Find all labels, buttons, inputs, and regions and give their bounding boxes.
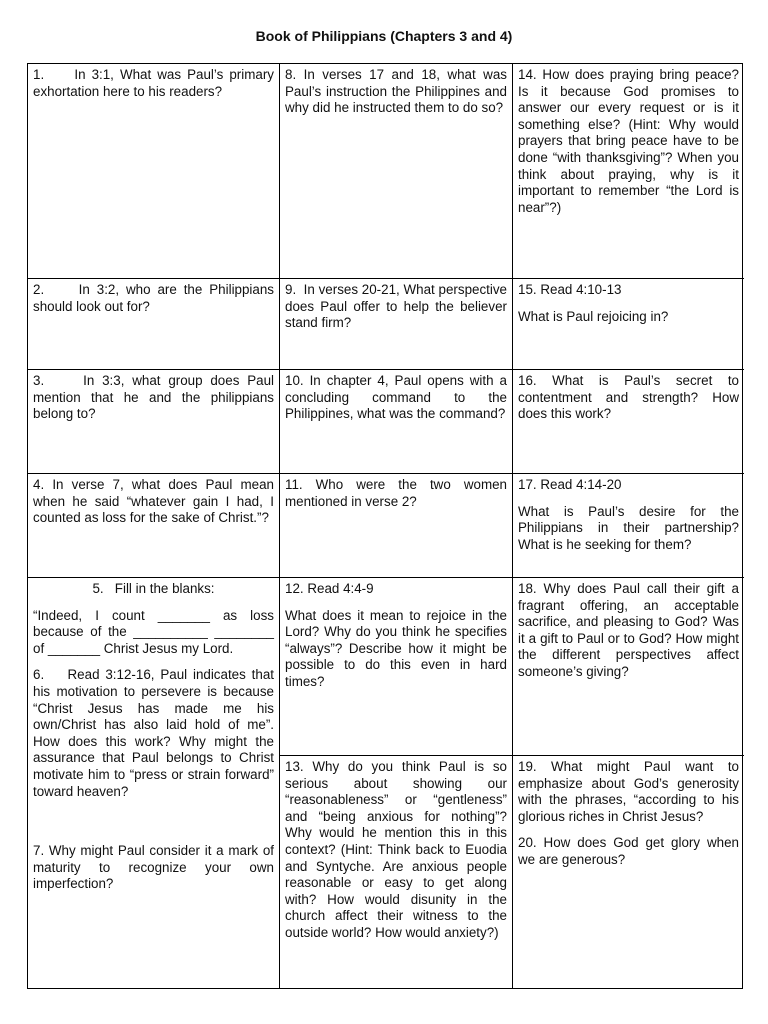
question-5-heading: 5. Fill in the blanks: <box>92 581 215 596</box>
question-cell-16 <box>513 370 744 473</box>
page-title: Book of Philippians (Chapters 3 and 4) <box>255 28 513 44</box>
question-4: 4. In verse 7, what does Paul mean when he said “whatever gain I had, I counted as loss for the sake of Christ.”? <box>33 477 274 526</box>
question-cell-9 <box>280 279 512 369</box>
question-cell-8 <box>280 64 512 278</box>
question-17-text: What is Paul’s desire for the Philippians in their partnership? What is he seeking for them? <box>518 503 739 552</box>
question-cell-11 <box>280 474 512 577</box>
question-1: 1. In 3:1, What was Paul’s primary exhortation here to his readers? <box>33 67 274 99</box>
question-cell-2 <box>28 279 279 369</box>
question-cell-18 <box>513 578 744 755</box>
question-19: 19. What might Paul want to emphasize about God’s generosity with the phrases, “according to his glorious riches in Christ Jesus? <box>518 759 739 824</box>
question-12-text: What does it mean to rejoice in the Lord? Why do you think he specifies “always”? Describe how it might be possible to do this even in hard times? <box>285 607 507 689</box>
question-cell-17 <box>513 474 744 577</box>
question-11: 11. Who were the two women mentioned in verse 2? <box>285 477 507 509</box>
question-cell-10 <box>280 370 512 473</box>
question-6: 6. Read 3:12-16, Paul indicates that his motivation to persevere is because “Christ Jesus has made me his own/Christ has also laid hold of me”. How does this work? Why might the assurance that Paul belongs to Christ motivate him to “press or strain forward” toward heaven? <box>33 667 274 799</box>
question-5-text: “Indeed, I count _______ as loss because of the __________ ________ of _______ Christ Jesus my Lord. <box>33 607 274 656</box>
question-18: 18. Why does Paul call their gift a fragrant offering, an acceptable sacrifice, and pleasing to God? Was it a gift to Paul or to God? How might the different perspectives affect someone’s giving? <box>518 581 739 679</box>
question-3: 3. In 3:3, what group does Paul mention that he and the philippians belong to? <box>33 373 274 422</box>
question-15-heading: 15. Read 4:10-13 <box>518 282 622 297</box>
question-20: 20. How does God get glory when we are generous? <box>518 835 739 867</box>
question-cell-14 <box>513 64 744 278</box>
question-cell-1 <box>28 64 279 278</box>
question-16: 16. What is Paul’s secret to contentment and strength? How does this work? <box>518 373 739 422</box>
question-13: 13. Why do you think Paul is so serious about showing our “reasonableness” or “gentleness” and “being anxious for nothing”? Why would he mention this in this context? (Hint: Think back to Euodia and Syntyche. Are anxious people reasonable or easy to get along with? How would disunity in the church affect their witness to the outside world? How would anxiety?) <box>285 759 507 940</box>
question-cell-15 <box>513 279 744 369</box>
question-7: 7. Why might Paul consider it a mark of maturity to recognize your own imperfection? <box>33 843 274 892</box>
question-cell-3 <box>28 370 279 473</box>
question-15-text: What is Paul rejoicing in? <box>518 308 669 324</box>
question-cell-4 <box>28 474 279 577</box>
question-cell-13 <box>280 756 512 988</box>
question-cell-12 <box>280 578 512 755</box>
question-cell-5-7 <box>28 578 279 988</box>
question-cell-19-20 <box>513 756 744 988</box>
question-17-heading: 17. Read 4:14-20 <box>518 477 622 492</box>
question-14: 14. How does praying bring peace? Is it because God promises to answer our every request or is it something else? (Hint: Why would prayers that bring peace have to be done “with thanksgiving”? When you think about praying, why is it important to remember “the Lord is near”?) <box>518 67 739 215</box>
question-2: 2. In 3:2, who are the Philippians should look out for? <box>33 282 274 314</box>
question-12-heading: 12. Read 4:4-9 <box>285 581 374 596</box>
question-8: 8. In verses 17 and 18, what was Paul’s instruction the Philippines and why did he instructed them to do so? <box>285 67 507 116</box>
question-10: 10. In chapter 4, Paul opens with a concluding command to the Philippines, what was the command? <box>285 373 507 422</box>
question-9: 9. In verses 20-21, What perspective does Paul offer to help the believer stand firm? <box>285 282 507 331</box>
question-table <box>27 63 743 989</box>
